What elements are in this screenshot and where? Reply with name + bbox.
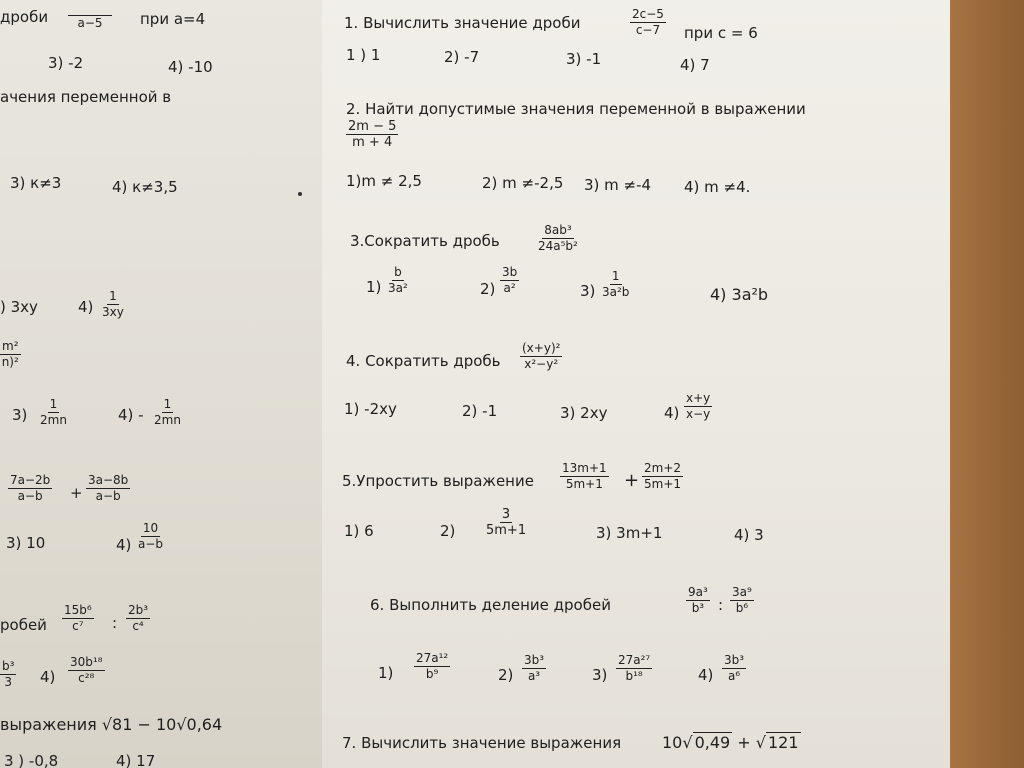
q6-answer-4-fraction: $\frac{\text{3b³}}{\text{a⁶}}$ bbox=[724, 653, 745, 683]
q4-answer-label-4: 4) bbox=[664, 404, 680, 422]
q3-answer-1-fraction: $\frac{b}{\text{3a²}}$ bbox=[388, 265, 408, 295]
q2-answer-3: 3) m ≠-4 bbox=[584, 176, 652, 194]
q6-answer-2-fraction: $\frac{\text{3b³}}{\text{a³}}$ bbox=[524, 653, 545, 683]
left-answer-label: 4) - bbox=[118, 406, 144, 424]
q6-answer-label-4: 4) bbox=[698, 666, 714, 684]
question-7-text: 7. Вычислить значение выражения bbox=[342, 734, 622, 752]
q1-answer-1: 1 ) 1 bbox=[346, 46, 381, 64]
left-fraction-15b6: $\frac{\text{15b⁶}}{\text{c⁷}}$ bbox=[64, 603, 92, 633]
left-fraction-30b18: $\frac{\text{30b¹⁸}}{\text{c²⁸}}$ bbox=[70, 655, 103, 685]
q6-answer-label-3: 3) bbox=[592, 666, 608, 684]
wooden-desk bbox=[950, 0, 1024, 768]
q5-plus: + bbox=[624, 470, 640, 491]
left-answer-label: 4) bbox=[116, 536, 132, 554]
left-colon: : bbox=[112, 614, 118, 632]
q5-answer-3: 3) 3m+1 bbox=[596, 524, 663, 542]
q5-answer-1: 1) 6 bbox=[344, 522, 374, 540]
left-line-3: ачения переменной в bbox=[0, 88, 172, 106]
question-6-fraction-1: $\frac{\text{9a³}}{\text{b³}}$ bbox=[688, 585, 708, 615]
left-fraction-partial: $\frac{\text{m²}}{\text{n)²}}$ bbox=[1, 339, 19, 369]
q1-answer-3: 3) -1 bbox=[566, 50, 602, 68]
q4-answer-3: 3) 2xy bbox=[560, 404, 608, 422]
q3-answer-label-3: 3) bbox=[580, 282, 596, 300]
q3-answer-2-fraction: $\frac{3b}{\text{a²}}$ bbox=[502, 265, 518, 295]
q6-answer-label-1: 1) bbox=[378, 664, 394, 682]
left-answer-label: 4) bbox=[78, 298, 94, 316]
q5-answer-label-2: 2) bbox=[440, 522, 456, 540]
left-answer-4: 4) -10 bbox=[168, 58, 213, 76]
q3-answer-label-1: 1) bbox=[366, 278, 382, 296]
q6-answer-1-fraction: $\frac{\text{27a¹²}}{\text{b⁹}}$ bbox=[416, 651, 449, 681]
left-answer-3: 3) -2 bbox=[48, 54, 84, 72]
q6-answer-label-2: 2) bbox=[498, 666, 514, 684]
q3-answer-3-fraction: $\frac{1}{\text{3a²b}}$ bbox=[602, 269, 630, 299]
q4-answer-1: 1) -2xy bbox=[344, 400, 397, 418]
question-5-fraction-1: $\frac{13m+1}{5m+1}$ bbox=[562, 461, 607, 491]
question-7-expression: 10√ 0,49 + √ 121 bbox=[662, 733, 799, 752]
left-fraction-neg-1-2mn: $\frac{1}{2mn}$ bbox=[154, 397, 181, 427]
right-page bbox=[322, 0, 950, 768]
left-answer-0-8: 3 ) -0,8 bbox=[4, 752, 59, 768]
q5-answer-4: 4) 3 bbox=[734, 526, 764, 544]
left-answer-k35: 4) к≠3,5 bbox=[112, 178, 178, 196]
left-plus: + bbox=[70, 484, 83, 502]
left-fraction-10-ab: $\frac{10}{a-b}$ bbox=[138, 521, 164, 551]
q1-answer-2: 2) -7 bbox=[444, 48, 480, 66]
left-fraction-2b3: $\frac{\text{2b³}}{\text{c⁴}}$ bbox=[128, 603, 149, 633]
q3-answer-label-2: 2) bbox=[480, 280, 496, 298]
left-fraction-7a-2b: $\frac{7a-2b}{a-b}$ bbox=[10, 473, 51, 503]
left-fraction-1-2mn: $\frac{1}{2mn}$ bbox=[40, 397, 67, 427]
q6-colon: : bbox=[718, 596, 724, 614]
q2-answer-2: 2) m ≠-2,5 bbox=[482, 174, 564, 192]
q1-answer-4: 4) 7 bbox=[680, 56, 710, 74]
question-6-fraction-2: $\frac{\text{3a⁹}}{\text{b⁶}}$ bbox=[732, 585, 752, 615]
q5-answer-2-fraction: $\frac{3}{5m+1}$ bbox=[486, 507, 527, 538]
left-answer-label: 3) bbox=[12, 406, 28, 424]
q2-answer-4: 4) m ≠4. bbox=[684, 178, 751, 196]
left-fraction-1-3xy: $\frac{1}{3xy}$ bbox=[102, 289, 124, 319]
left-line-1: дроби bbox=[0, 8, 49, 26]
left-fraction-1: a−5 bbox=[68, 2, 112, 30]
left-fraction-3a-8b: $\frac{3a-8b}{a-b}$ bbox=[88, 473, 129, 503]
question-6-text: 6. Выполнить деление дробей bbox=[370, 596, 611, 614]
left-answer-k3: 3) к≠3 bbox=[10, 174, 62, 192]
question-1-fraction: $\frac{2c-5}{c-7}$ bbox=[632, 7, 664, 37]
question-3-text: 3.Сократить дробь bbox=[350, 232, 500, 250]
question-5-text: 5.Упростить выражение bbox=[342, 472, 534, 490]
question-5-fraction-2: $\frac{2m+2}{5m+1}$ bbox=[644, 461, 682, 491]
question-3-fraction: $\frac{\text{8ab³}}{\text{24a⁵b²}}$ bbox=[538, 223, 578, 253]
q3-answer-4: 4) 3a²b bbox=[710, 285, 769, 304]
left-page bbox=[0, 0, 322, 768]
left-answer-17: 4) 17 bbox=[116, 752, 156, 768]
left-answer-label: 4) bbox=[40, 668, 56, 686]
q6-answer-3-fraction: $\frac{\text{27a²⁷}}{\text{b¹⁸}}$ bbox=[618, 653, 651, 683]
left-answer-10: 3) 10 bbox=[6, 534, 46, 552]
question-4-text: 4. Сократить дробь bbox=[346, 352, 501, 370]
question-1-text: 1. Вычислить значение дроби bbox=[344, 14, 581, 32]
left-answer-3xy: ) 3xy bbox=[0, 298, 38, 316]
left-line-division: робей bbox=[0, 616, 47, 634]
left-expression: выражения √81 − 10√0,64 bbox=[0, 715, 223, 734]
left-fraction-b3-3: $\frac{\text{b³}}{3}$ bbox=[2, 659, 15, 689]
left-condition-1: при а=4 bbox=[140, 10, 206, 28]
ink-dot bbox=[298, 192, 302, 196]
question-1-condition: при с = 6 bbox=[684, 24, 758, 42]
question-2-fraction: $\frac{2m - 5}{m + 4}$ bbox=[348, 119, 397, 150]
q4-answer-2: 2) -1 bbox=[462, 402, 498, 420]
question-2-text: 2. Найти допустимые значения переменной в выражении bbox=[346, 100, 806, 118]
question-4-fraction: $\frac{\text{(x+y)²}}{\text{x²−y²}}$ bbox=[522, 341, 561, 371]
q4-answer-4-fraction: $\frac{x+y}{x-y}$ bbox=[686, 391, 711, 421]
q2-answer-1: 1)m ≠ 2,5 bbox=[346, 172, 422, 190]
